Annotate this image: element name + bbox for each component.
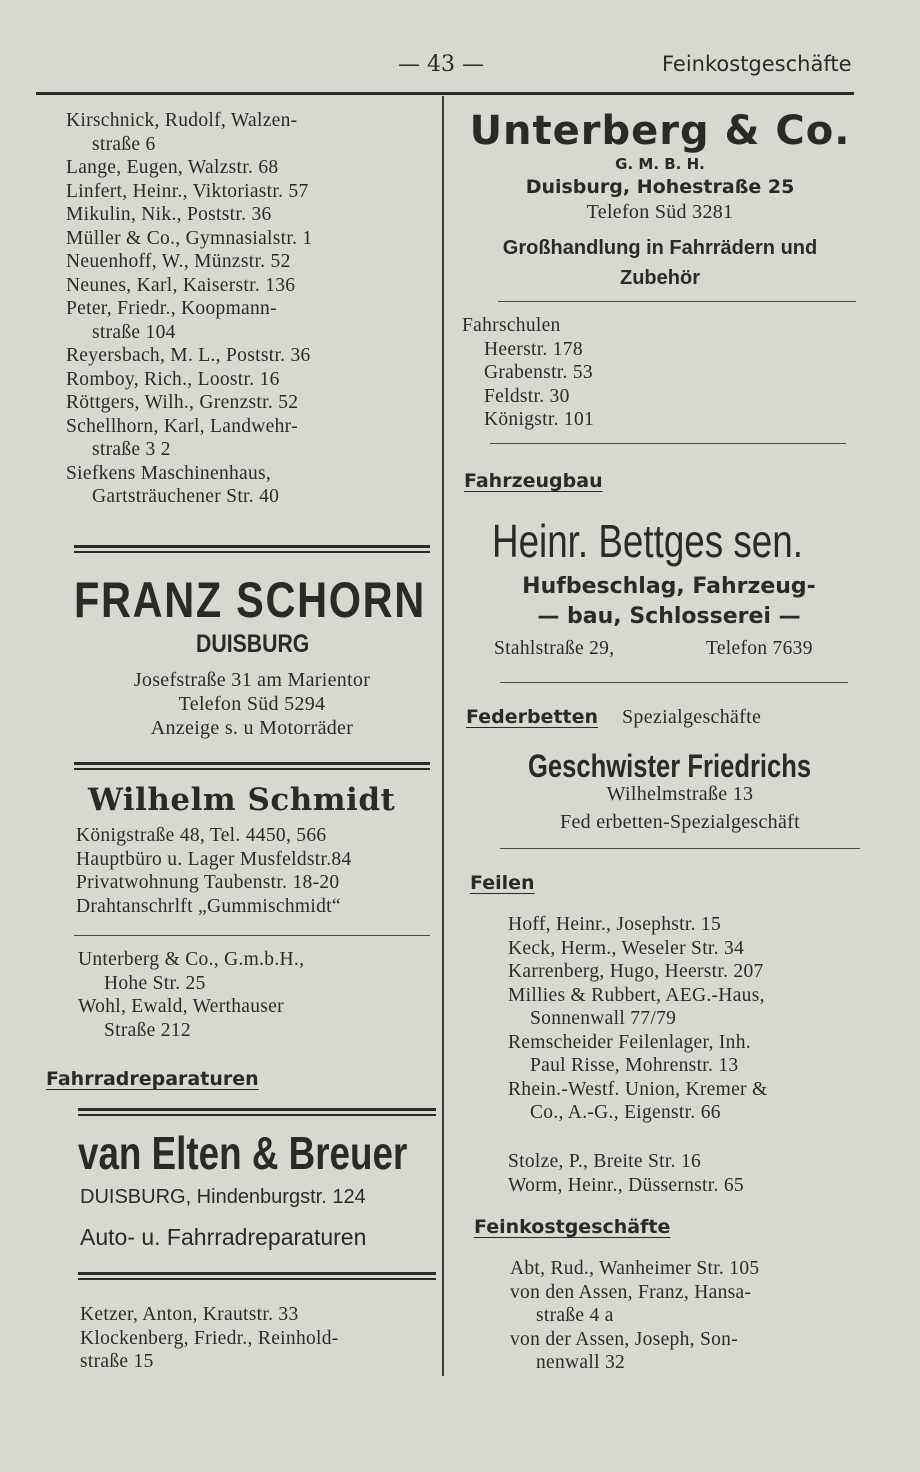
list-item: Mikulin, Nik., Poststr. 36 (66, 204, 272, 225)
ad-rule (78, 1272, 436, 1280)
ad-friedrichs-line: Fed erbetten-Spezialgeschäft (560, 811, 800, 833)
feilen-list-continued (508, 1150, 744, 1197)
ad-unterberg-desc (460, 233, 860, 293)
ad-schmidt-name: Wilhelm Schmidt (88, 782, 396, 818)
column-divider (442, 96, 444, 1376)
list-item: Ketzer, Anton, Krautstr. 33 (80, 1304, 299, 1325)
section-heading-fahrzeugbau: Fahrzeugbau (464, 470, 603, 492)
list-item: Stolze, P., Breite Str. 16 (508, 1151, 702, 1172)
list-item: Straße 212 (104, 1019, 191, 1041)
left-list-2 (78, 948, 304, 1042)
list-item: nenwall 32 (536, 1352, 626, 1373)
ad-unterberg-name: Unterberg & Co. (469, 108, 851, 154)
ad-bettges-street: Stahlstraße 29, (494, 638, 615, 659)
ad-unterberg-phone: Telefon Süd 3281 (586, 201, 734, 223)
ad-rule (78, 1108, 436, 1116)
list-item: Linfert, Heinr., Viktoriastr. 57 (66, 180, 309, 202)
ad-schmidt-line: Drahtanschrlft „Gummischmidt“ (76, 895, 341, 917)
list-item: Schellhorn, Karl, Landwehr- (66, 415, 298, 437)
list-item: Klockenberg, Friedr., Reinhold- (80, 1327, 339, 1349)
list-item: straße 104 (92, 321, 176, 343)
page-number: — 43 — (398, 52, 484, 77)
feinkost-list (510, 1257, 759, 1375)
federbetten-suffix: Spezialgeschäfte (622, 706, 762, 728)
ad-schorn-name: FRANZ SCHORN (74, 572, 426, 628)
ad-schmidt-line: Privatwohnung Taubenstr. 18-20 (76, 872, 340, 893)
list-item: Königstr. 101 (484, 409, 595, 430)
list-item: Peter, Friedr., Koopmann- (66, 298, 277, 319)
ad-schmidt-line: Königstraße 48, Tel. 4450, 566 (76, 825, 327, 846)
list-item: Hoff, Heinr., Josephstr. 15 (508, 914, 722, 935)
list-item: Röttgers, Wilh., Grenzstr. 52 (66, 392, 299, 413)
ad-schorn-line: Josefstraße 31 am Marientor (133, 669, 371, 691)
ad-unterberg-address: Duisburg, Hohestraße 25 (525, 176, 795, 198)
ad-schmidt-line: Hauptbüro u. Lager Musfeldstr.84 (76, 848, 352, 870)
feilen-list (508, 913, 768, 1125)
divider (500, 682, 848, 683)
list-item: straße 6 (92, 133, 156, 155)
ad-schmidt-details (76, 824, 352, 918)
section-heading-fahrradreparaturen: Fahrradreparaturen (46, 1068, 259, 1090)
list-item: Remscheider Feilenlager, Inh. (508, 1031, 751, 1053)
section-heading-federbetten: Federbetten (466, 706, 599, 728)
section-heading-feinkost: Feinkostgeschäfte (474, 1216, 671, 1238)
fahrschulen-title: Fahrschulen (462, 315, 561, 336)
list-item: Grabenstr. 53 (484, 362, 593, 383)
divider (500, 848, 860, 849)
ad-vanelten-name: van Elten & Breuer (78, 1127, 408, 1179)
list-item: Rhein.-Westf. Union, Kremer & (508, 1078, 768, 1100)
ad-bettges-details (476, 572, 862, 632)
list-item: Kirschnick, Rudolf, Walzen- (66, 110, 298, 131)
ad-schorn-details (74, 668, 430, 740)
list-item: Lange, Eugen, Walzstr. 68 (66, 157, 279, 178)
list-item: Co., A.-G., Eigenstr. 66 (530, 1102, 721, 1123)
list-item: Hohe Str. 25 (104, 972, 206, 994)
list-item: straße 4 a (536, 1305, 614, 1326)
list-item: Neunes, Karl, Kaiserstr. 136 (66, 274, 296, 296)
list-item: Neuenhoff, W., Münzstr. 52 (66, 251, 291, 272)
list-item: Karrenberg, Hugo, Heerstr. 207 (508, 961, 764, 982)
list-item: straße 15 (80, 1351, 154, 1372)
list-item: Sonnenwall 77/79 (530, 1008, 677, 1029)
list-item: Worm, Heinr., Düssernstr. 65 (508, 1174, 744, 1196)
ad-unterberg-desc-line: Großhandlung in Fahrrädern und (502, 237, 818, 259)
divider (490, 443, 846, 444)
divider (74, 935, 430, 936)
left-list-3 (80, 1303, 339, 1374)
section-heading-feilen: Feilen (470, 872, 535, 894)
fahrschulen-list (462, 314, 594, 432)
list-item: von der Assen, Joseph, Son- (510, 1328, 739, 1350)
list-item: Abt, Rud., Wanheimer Str. 105 (510, 1258, 760, 1279)
ad-schorn-line: Anzeige s. u Motorräder (150, 717, 354, 739)
left-list-1 (66, 109, 312, 509)
list-item: Keck, Herm., Weseler Str. 34 (508, 937, 745, 959)
ad-schorn-city: DUISBURG (196, 630, 310, 658)
list-item: Unterberg & Co., G.m.b.H., (78, 949, 305, 970)
ad-schorn-line: Telefon Süd 5294 (178, 693, 326, 715)
divider (498, 301, 856, 302)
list-item: Reyersbach, M. L., Poststr. 36 (66, 345, 311, 366)
ad-vanelten-line: Auto- u. Fahrradreparaturen (80, 1224, 367, 1250)
ad-rule (74, 762, 430, 770)
ad-bettges-line: Hufbeschlag, Fahrzeug- (522, 574, 816, 599)
ad-bettges-line: — bau, Schlosserei — (537, 604, 801, 629)
list-item: straße 3 2 (92, 439, 171, 460)
ad-bettges-phone: Telefon 7639 (706, 638, 813, 659)
list-item: Wohl, Ewald, Werthauser (78, 996, 284, 1017)
list-item: Gartsträuchener Str. 40 (92, 486, 280, 507)
ad-bettges-name: Heinr. Bettges sen. (492, 515, 803, 567)
ad-friedrichs-name: Geschwister Friedrichs (528, 748, 812, 784)
running-head: Feinkostgeschäfte (662, 52, 852, 76)
ad-rule (74, 545, 430, 553)
ad-unterberg-desc-line: Zubehör (620, 267, 700, 289)
ad-friedrichs-line: Wilhelmstraße 13 (606, 783, 754, 805)
list-item: von den Assen, Franz, Hansa- (510, 1281, 752, 1303)
ad-unterberg-gmbh: G. M. B. H. (615, 155, 705, 173)
list-item: Siefkens Maschinenhaus, (66, 462, 272, 484)
list-item: Millies & Rubbert, AEG.-Haus, (508, 984, 765, 1006)
header-rule (36, 92, 854, 95)
list-item: Feldstr. 30 (484, 385, 570, 407)
list-item: Romboy, Rich., Loostr. 16 (66, 368, 280, 390)
ad-vanelten-line: DUISBURG, Hindenburgstr. 124 (80, 1186, 366, 1208)
list-item: Müller & Co., Gymnasialstr. 1 (66, 227, 313, 249)
list-item: Paul Risse, Mohrenstr. 13 (530, 1055, 739, 1076)
list-item: Heerstr. 178 (484, 338, 583, 360)
